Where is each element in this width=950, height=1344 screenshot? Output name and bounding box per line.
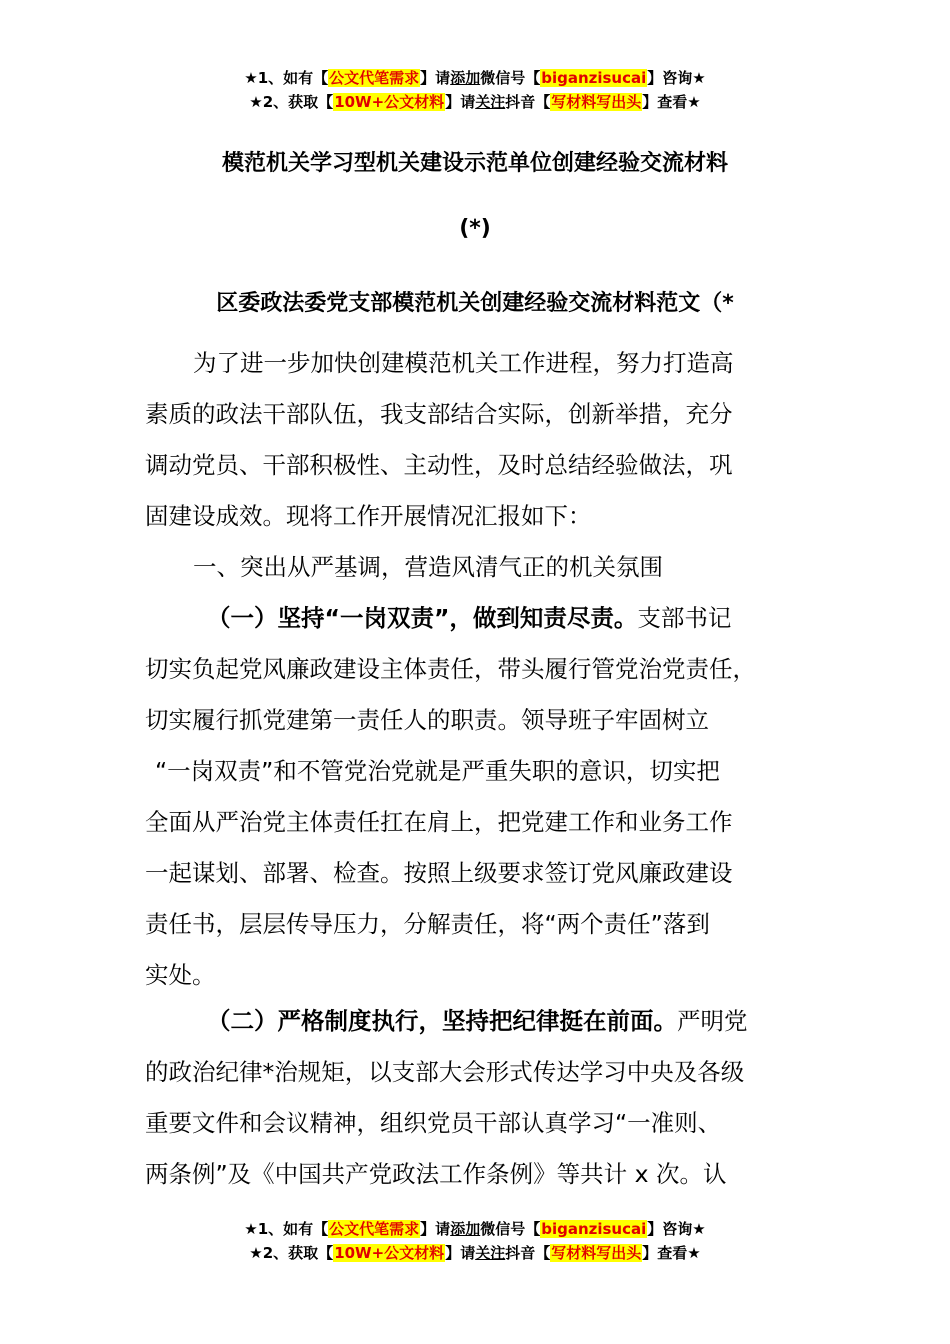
- document-subtitle: 区委政法委党支部模范机关创建经验交流材料范文（*: [216, 291, 734, 316]
- banner-highlight: biganzisucai: [541, 1220, 647, 1238]
- body-line: 为了进一步加快创建模范机关工作进程，努力打造高: [193, 349, 734, 377]
- banner-text: 】请: [420, 1220, 451, 1238]
- banner-text: 微信号【: [480, 1220, 541, 1238]
- banner-highlight: 公文代笔需求: [329, 1220, 420, 1238]
- banner-line-1: [0, 66, 950, 90]
- bottom-banner: [0, 1217, 950, 1265]
- subsection-line: [145, 996, 813, 1047]
- banner-line-1: [0, 1217, 950, 1241]
- banner-text: 抖音【: [505, 93, 551, 111]
- body-line: 切实履行抓党建第一责任人的职责。领导班子牢固树立: [145, 706, 709, 734]
- banner-text: 】咨询★: [647, 1220, 706, 1238]
- banner-text: ★2、获取【: [249, 93, 334, 111]
- banner-text: 】查看★: [642, 93, 701, 111]
- document-mark: (*): [459, 216, 491, 241]
- banner-highlight: biganzisucai: [541, 69, 647, 87]
- banner-text: 】查看★: [642, 1244, 701, 1262]
- banner-line-2: [0, 90, 950, 114]
- banner-highlight: 写材料写出头: [551, 93, 642, 111]
- banner-highlight: 写材料写出头: [551, 1244, 642, 1262]
- banner-text: 微信号【: [480, 69, 541, 87]
- section-heading: 一、突出从严基调，营造风清气正的机关氛围: [193, 553, 663, 581]
- document-title: 模范机关学习型机关建设示范单位创建经验交流材料: [221, 151, 728, 176]
- subsection-heading: （二）严格制度执行，坚持把纪律挺在前面。: [207, 1007, 677, 1035]
- banner-line-2: [0, 1241, 950, 1265]
- body-line: 调动党员、干部积极性、主动性，及时总结经验做法，巩: [145, 451, 733, 479]
- banner-text: ★1、如有【: [244, 1220, 329, 1238]
- banner-text: 】请: [420, 69, 451, 87]
- banner-text: ★1、如有【: [244, 69, 329, 87]
- body-line: 责任书，层层传导压力，分解责任，将“两个责任”落到: [145, 910, 710, 938]
- body-line: 实处。: [145, 961, 216, 989]
- body-line: 重要文件和会议精神，组织党员干部认真学习“一准则、: [145, 1109, 722, 1137]
- banner-text: 】咨询★: [647, 69, 706, 87]
- body-line: 切实负起党风廉政建设主体责任，带头履行管党治党责任，: [145, 655, 756, 683]
- body-line: “一岗双责”和不管党治党就是严重失职的意识，切实把: [155, 757, 720, 785]
- banner-text: 】请: [445, 1244, 476, 1262]
- subsection-line: [145, 593, 813, 644]
- banner-text: 抖音【: [505, 1244, 551, 1262]
- document-body-2: [145, 996, 813, 1200]
- banner-highlight: 10W+公文材料: [334, 93, 445, 111]
- banner-underline: 关注: [475, 1244, 506, 1262]
- banner-underline: 关注: [475, 93, 506, 111]
- body-line: 的政治纪律*治规矩，以支部大会形式传达学习中央及各级: [145, 1058, 745, 1086]
- banner-underline: 添加: [450, 69, 481, 87]
- subsection-heading: （一）坚持“一岗双责”，做到知责尽责。: [207, 604, 638, 632]
- body-text: 严明党: [677, 1007, 748, 1035]
- banner-text: ★2、获取【: [249, 1244, 334, 1262]
- document-body: [145, 338, 813, 1001]
- banner-text: 】请: [445, 93, 476, 111]
- body-line: 全面从严治党主体责任扛在肩上，把党建工作和业务工作: [145, 808, 733, 836]
- body-text: 支部书记: [637, 604, 732, 632]
- banner-highlight: 10W+公文材料: [334, 1244, 445, 1262]
- body-line: 两条例”及《中国共产党政法工作条例》等共计 x 次。认: [145, 1160, 727, 1188]
- banner-underline: 添加: [450, 1220, 481, 1238]
- body-line: 一起谋划、部署、检查。按照上级要求签订党风廉政建设: [145, 859, 733, 887]
- body-line: 素质的政法干部队伍，我支部结合实际，创新举措，充分: [145, 400, 733, 428]
- banner-highlight: 公文代笔需求: [329, 69, 420, 87]
- top-banner: [0, 66, 950, 114]
- body-line: 固建设成效。现将工作开展情况汇报如下：: [145, 502, 592, 530]
